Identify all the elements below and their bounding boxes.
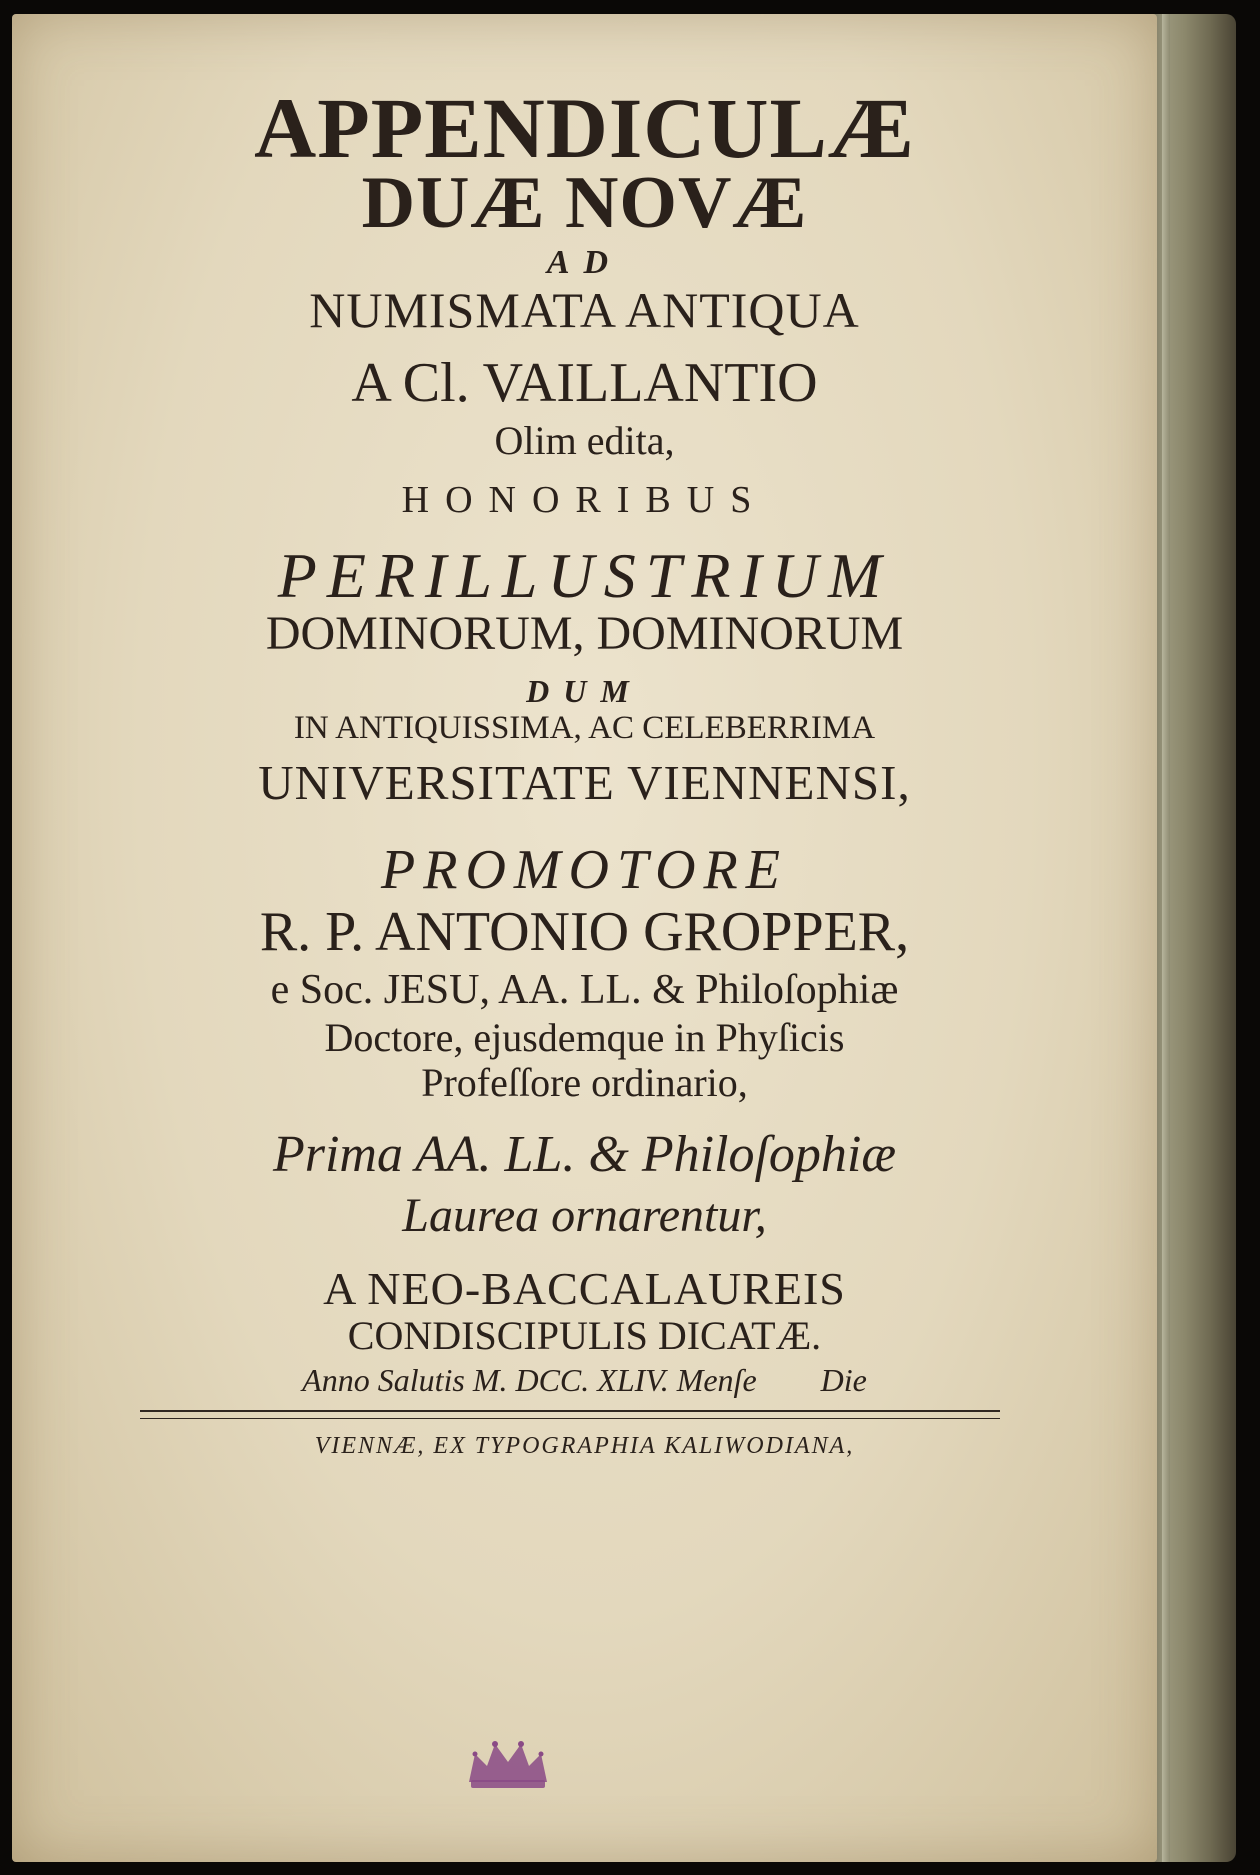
title-line-9: DOMINORUM, DOMINORUM (265, 607, 904, 660)
title-line-1: APPENDICULÆ (254, 80, 915, 176)
title-line-11: IN ANTIQUISSIMA, AC CELEBERRIMA (293, 710, 876, 746)
title-line-5: A Cl. VAILLANTIO (351, 352, 818, 414)
bottom-rule (140, 1418, 1000, 1419)
title-line-14: R. P. ANTONIO GROPPER, (259, 901, 910, 963)
title-line-15: e Soc. JESU, AA. LL. & Philoſophiæ (270, 967, 899, 1013)
title-line-16: Doctore, ejusdemque in Phyſicis (324, 1015, 845, 1060)
title-line-21: CONDISCIPULIS DICATÆ. (347, 1313, 822, 1358)
library-crown-stamp-icon (463, 1736, 553, 1792)
title-line-3: AD (546, 244, 623, 281)
title-line-13: PROMOTORE (381, 839, 788, 901)
title-line-8: PERILLUSTRIUM (277, 540, 892, 611)
title-line-2: DUÆ NOVÆ (361, 162, 808, 244)
title-line-18: Prima AA. LL. & Philoſophiæ (272, 1126, 897, 1183)
top-rule (140, 1410, 1000, 1412)
title-line-6: Olim edita, (494, 418, 675, 463)
title-line-4: NUMISMATA ANTIQUA (309, 282, 860, 338)
title-line-10: DUM (526, 673, 643, 709)
imprint-line: VIENNÆ, EX TYPOGRAPHIA KALIWODIANA, (314, 1433, 855, 1459)
title-line-12: UNIVERSITATE VIENNENSI, (258, 755, 911, 810)
title-line-22: Anno Salutis M. DCC. XLIV. Menſe Die (302, 1362, 867, 1398)
book-spine (1150, 14, 1236, 1862)
title-line-20: A NEO-BACCALAUREIS (323, 1263, 846, 1314)
title-line-19: Laurea ornarentur, (402, 1189, 767, 1242)
title-line-17: Profeſſore ordinario, (421, 1060, 748, 1105)
title-line-7: HONORIBUS (401, 479, 768, 521)
